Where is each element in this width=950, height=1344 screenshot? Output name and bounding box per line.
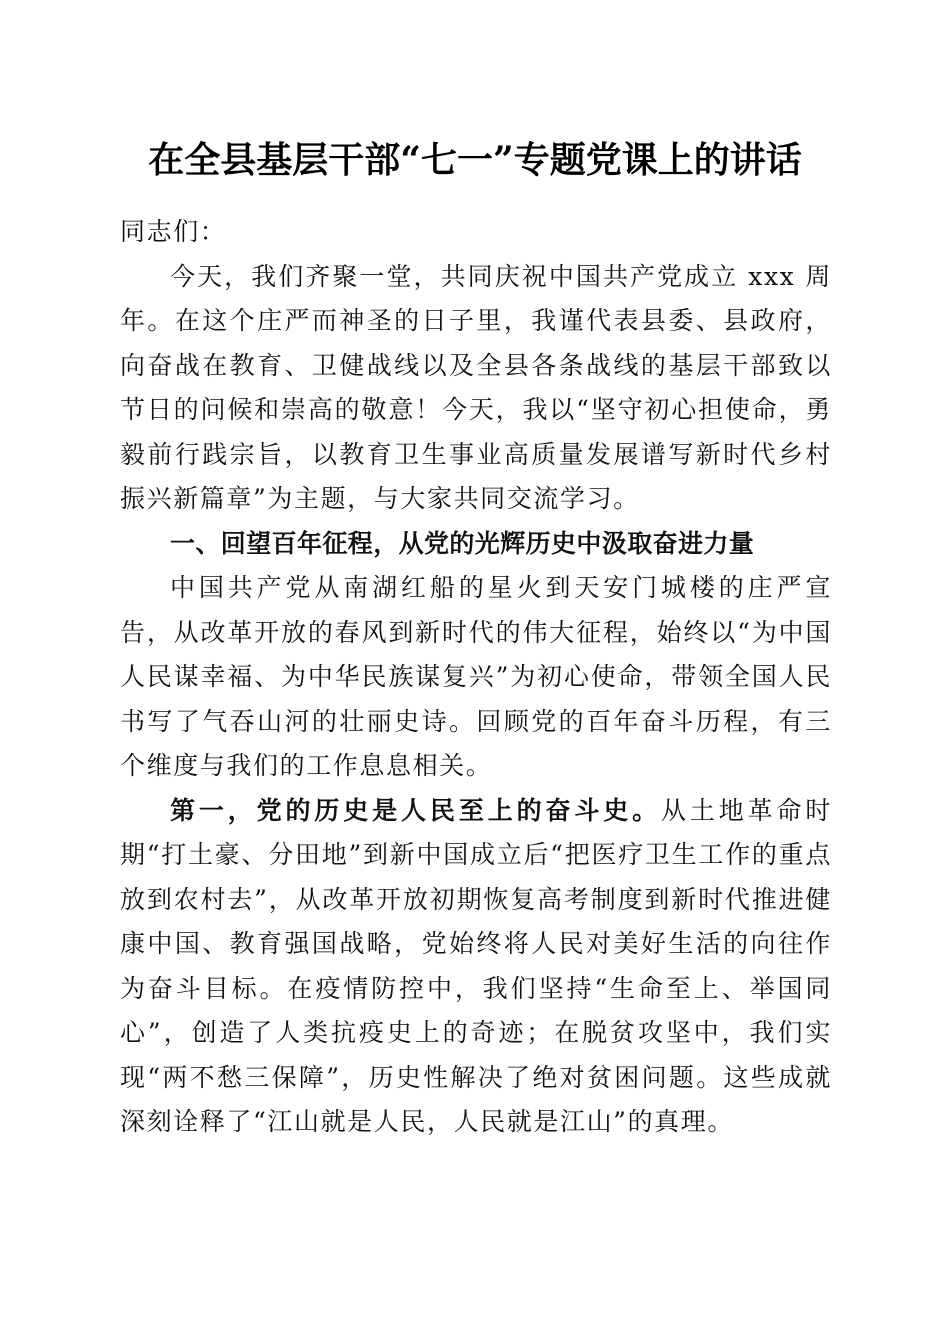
- salutation: 同志们：: [120, 217, 227, 246]
- document-body: [120, 210, 832, 1145]
- point-one-paragraph: [120, 789, 832, 1145]
- point-one-body: 从土地革命时期“打土豪、分田地”到新中国成立后“把医疗卫生工作的重点放到农村去”，从改革开放初期恢复高考制度到新时代推进健康中国、教育强国战略，党始终将人民对美好生活的向往作为奋斗目标。在疫情防控中，我们坚持“生命至上、举国同心”，创造了人类抗疫史上的奇迹；在脱贫攻坚中，我们实现“两不愁三保障”，历史性解决了绝对贫困问题。这些成就深刻诠释了“江山就是人民，人民就是江山”的真理。: [120, 795, 832, 1136]
- point-one-lead: 第一，党的历史是人民至上的奋斗史。: [170, 795, 661, 825]
- section-intro-paragraph: 中国共产党从南湖红船的星火到天安门城楼的庄严宣告，从改革开放的春风到新时代的伟大征程，始终以“为中国人民谋幸福、为中华民族谋复兴”为初心使命，带领全国人民书写了气吞山河的壮丽史诗。回顾党的百年奋斗历程，有三个维度与我们的工作息息相关。: [120, 573, 832, 780]
- document-title: 在全县基层干部“七一”专题党课上的讲话: [148, 139, 802, 181]
- section-heading: 一、回望百年征程，从党的光辉历史中汲取奋进力量: [170, 528, 755, 558]
- opening-paragraph: 今天，我们齐聚一堂，共同庆祝中国共产党成立 xxx 周年。在这个庄严而神圣的日子里，我谨代表县委、县政府，向奋战在教育、卫健战线以及全县各条战线的基层干部致以节日的问候和崇高的敬意！今天，我以“坚守初心担使命，勇毅前行践宗旨，以教育卫生事业高质量发展谱写新时代乡村振兴新篇章”为主题，与大家共同交流学习。: [120, 261, 832, 513]
